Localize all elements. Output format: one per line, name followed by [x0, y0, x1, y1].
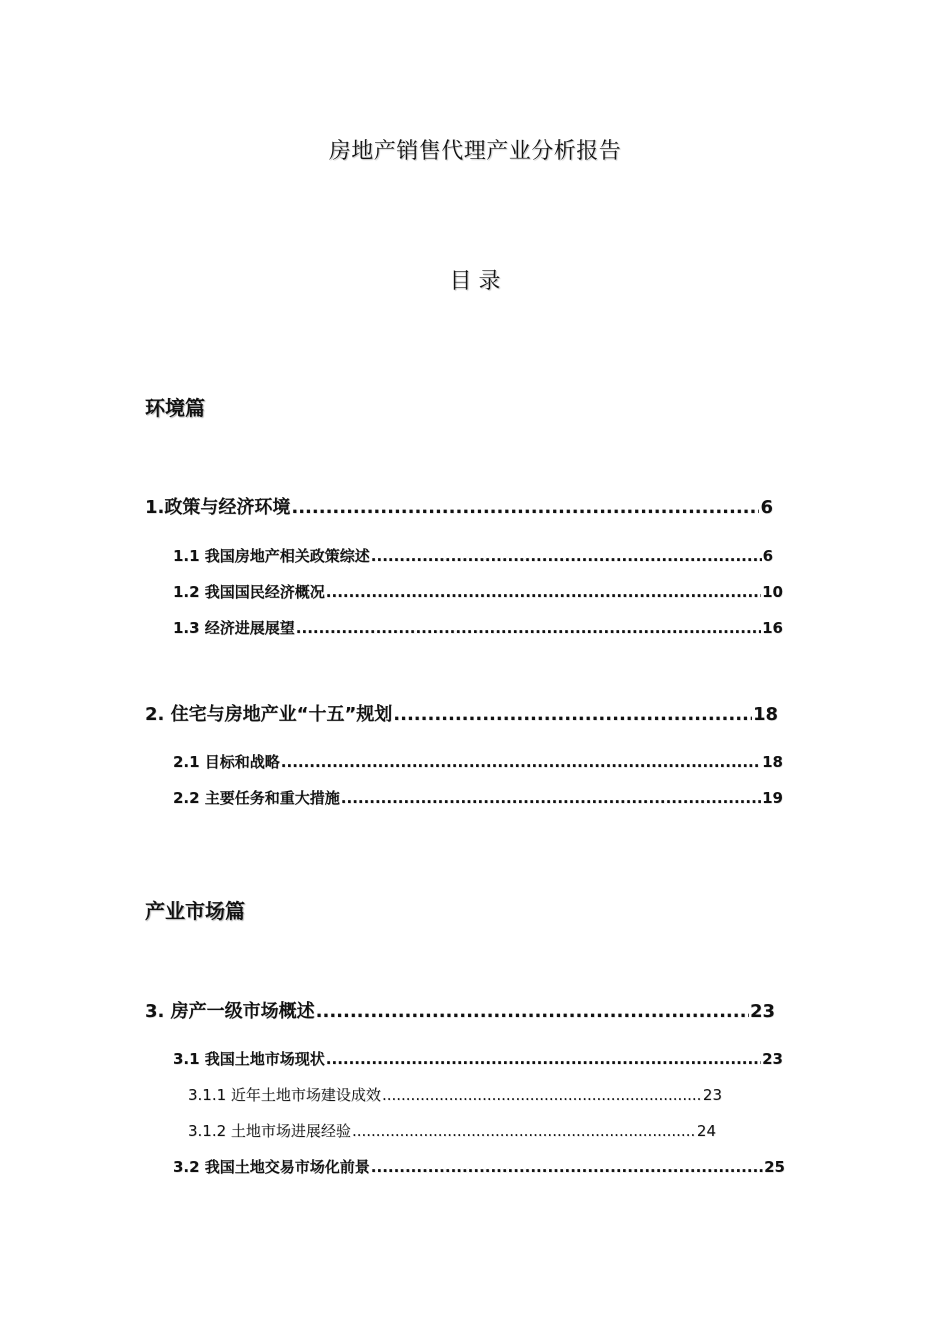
toc-entry-label: 1.2 我国国民经济概况 — [173, 583, 325, 601]
toc-leader-dots — [296, 619, 761, 637]
toc-entry-label: 2.1 目标和战略 — [173, 753, 280, 771]
toc-entry-2-2[interactable] — [173, 787, 783, 808]
toc-leader-dots — [382, 1086, 702, 1104]
toc-page-number: 19 — [762, 789, 783, 807]
toc-page-number: 18 — [752, 704, 778, 725]
toc-page-number: 25 — [764, 1158, 785, 1176]
toc-entry-label: 3.1 我国土地市场现状 — [173, 1050, 325, 1068]
toc-entry-3-2[interactable] — [173, 1156, 785, 1177]
toc-entry-1-1[interactable] — [173, 545, 773, 566]
toc-page-number: 6 — [762, 547, 773, 565]
toc-entry-label: 3.2 我国土地交易市场化前景 — [173, 1158, 370, 1176]
toc-entry-3-1-1[interactable] — [188, 1084, 722, 1105]
toc-page-number: 6 — [760, 497, 773, 518]
toc-entry-3[interactable] — [145, 997, 775, 1023]
toc-entry-1-3[interactable] — [173, 617, 783, 638]
toc-leader-dots — [371, 1158, 763, 1176]
toc-page-number: 23 — [749, 1001, 775, 1022]
toc-leader-dots — [316, 1001, 749, 1022]
toc-leader-dots — [326, 583, 761, 601]
toc-entry-2[interactable] — [145, 700, 778, 726]
toc-entry-3-1-2[interactable] — [188, 1120, 716, 1141]
toc-page-number: 23 — [762, 1050, 783, 1068]
section-title-market: 产业市场篇 — [145, 899, 245, 923]
toc-leader-dots — [341, 789, 761, 807]
toc-entry-label: 3.1.1 近年土地市场建设成效 — [188, 1086, 381, 1104]
toc-leader-dots — [326, 1050, 761, 1068]
toc-entry-2-1[interactable] — [173, 751, 783, 772]
toc-leader-dots — [352, 1122, 696, 1140]
toc-leader-dots — [291, 497, 759, 518]
toc-page-number: 18 — [762, 753, 783, 771]
toc-entry-label: 1.1 我国房地产相关政策综述 — [173, 547, 370, 565]
toc-entry-1[interactable] — [145, 493, 773, 519]
toc-entry-label: 3. 房产一级市场概述 — [145, 1001, 315, 1022]
toc-entry-label: 2.2 主要任务和重大措施 — [173, 789, 340, 807]
toc-page-number: 16 — [762, 619, 783, 637]
toc-leader-dots — [371, 547, 762, 565]
toc-entry-label: 1.3 经济进展展望 — [173, 619, 295, 637]
toc-leader-dots — [281, 753, 761, 771]
toc-page-number: 24 — [696, 1122, 716, 1140]
toc-entry-label: 3.1.2 土地市场进展经验 — [188, 1122, 351, 1140]
toc-leader-dots — [393, 704, 752, 725]
toc-page-number: 10 — [762, 583, 783, 601]
toc-entry-1-2[interactable] — [173, 581, 783, 602]
toc-entry-3-1[interactable] — [173, 1048, 783, 1069]
toc-entry-label: 2. 住宅与房地产业“十五”规划 — [145, 704, 393, 725]
toc-page-number: 23 — [702, 1086, 722, 1104]
toc-entry-label: 1.政策与经济环境 — [145, 497, 291, 518]
toc-heading: 目 录 — [449, 269, 501, 294]
section-title-environment: 环境篇 — [145, 396, 205, 420]
document-title: 房地产销售代理产业分析报告 — [328, 139, 622, 164]
